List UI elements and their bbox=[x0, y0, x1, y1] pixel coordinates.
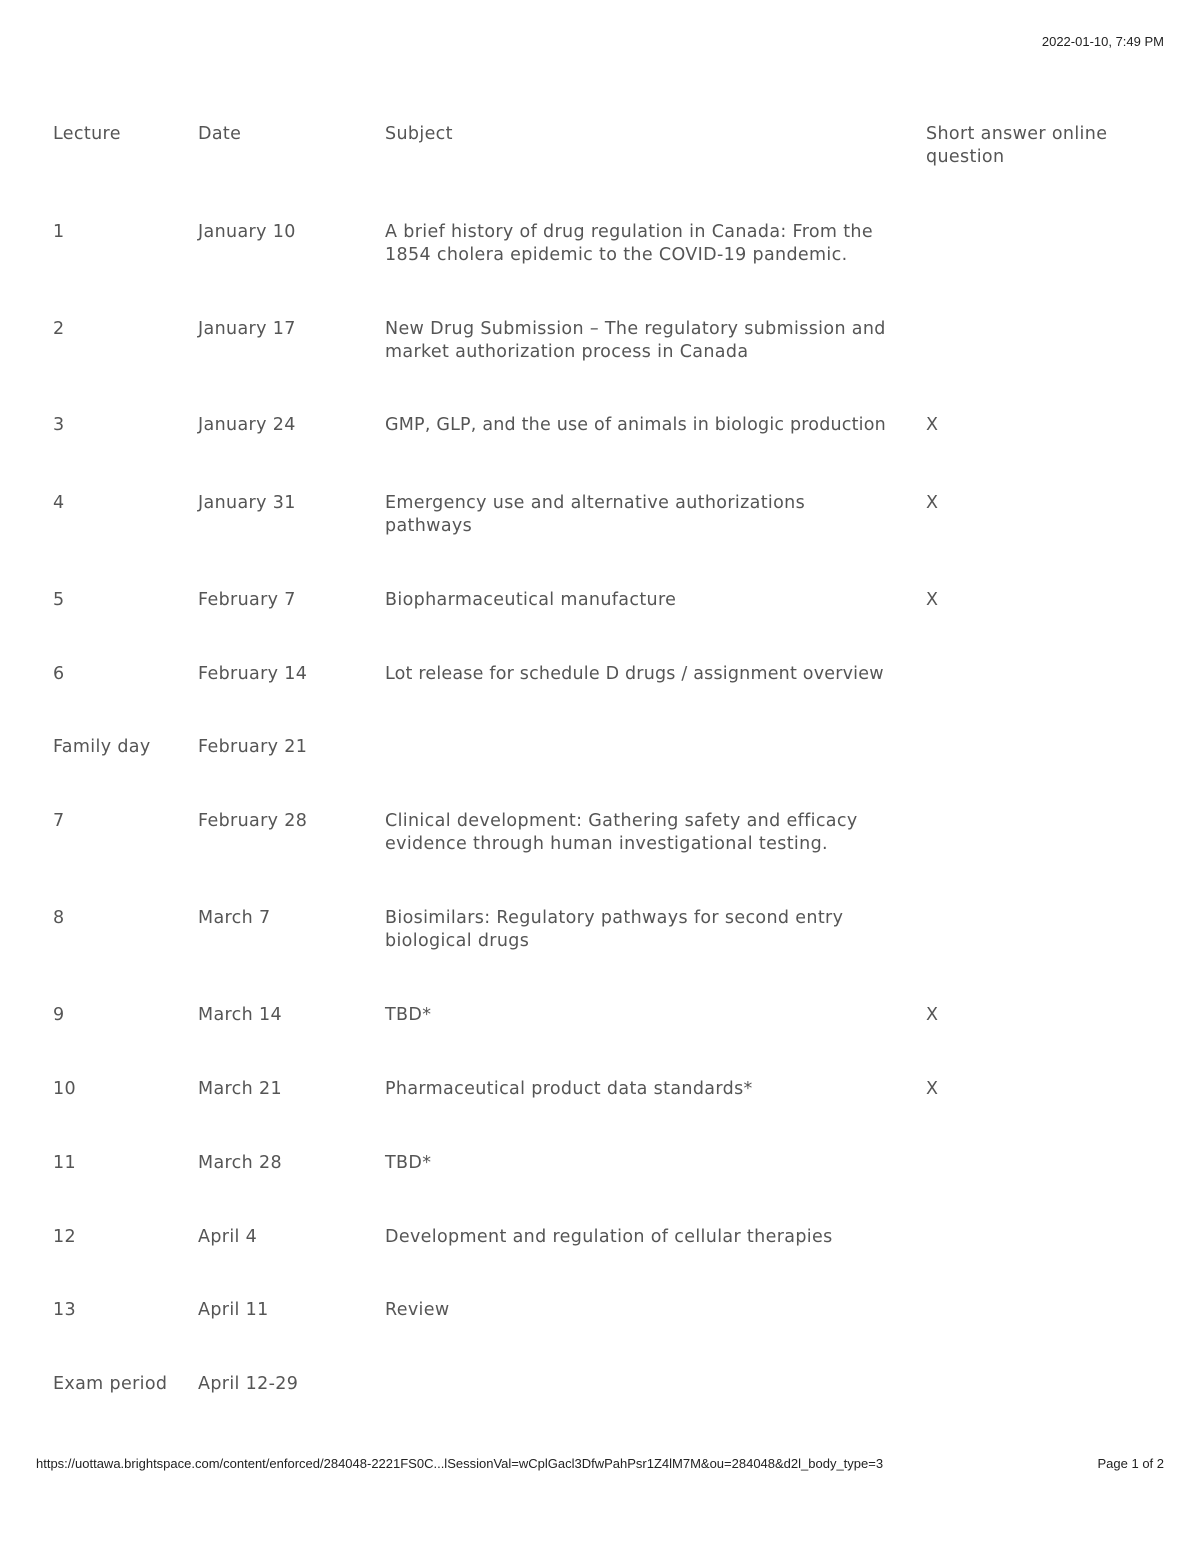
footer-url: https://uottawa.brightspace.com/content/enforced/284048-2221FS0C...lSessionVal=wCplGacl3DfwPahPsr1Z4lM7M&ou=284048&d2l_body_type=3 bbox=[36, 1456, 884, 1471]
date-cell: February 7 bbox=[198, 590, 296, 610]
table-row bbox=[53, 1004, 1163, 1078]
lecture-cell: 9 bbox=[53, 1005, 65, 1025]
table-row bbox=[53, 1299, 1163, 1373]
subject-cell: Lot release for schedule D drugs / assignment overview bbox=[385, 664, 884, 684]
lecture-cell: Family day bbox=[53, 737, 151, 757]
subject-cell: TBD* bbox=[385, 1153, 432, 1173]
date-cell: April 11 bbox=[198, 1300, 269, 1320]
date-cell: January 17 bbox=[198, 319, 296, 339]
date-cell: January 24 bbox=[198, 415, 296, 435]
table-header-row bbox=[53, 123, 1163, 221]
date-cell: February 14 bbox=[198, 664, 308, 684]
date-cell: March 28 bbox=[198, 1153, 282, 1173]
subject-cell: Review bbox=[385, 1300, 450, 1320]
header-short-answer: Short answer online question bbox=[926, 124, 1108, 167]
subject-cell: TBD* bbox=[385, 1005, 432, 1025]
lecture-cell: 1 bbox=[53, 222, 65, 242]
subject-cell: Development and regulation of cellular therapies bbox=[385, 1227, 833, 1247]
schedule-table bbox=[53, 123, 1163, 1447]
lecture-cell: 11 bbox=[53, 1153, 76, 1173]
short-answer-cell: X bbox=[926, 415, 939, 435]
table-row bbox=[53, 589, 1163, 663]
short-answer-cell: X bbox=[926, 1079, 939, 1099]
date-cell: February 28 bbox=[198, 811, 308, 831]
lecture-cell: 10 bbox=[53, 1079, 76, 1099]
lecture-cell: 7 bbox=[53, 811, 65, 831]
date-cell: January 10 bbox=[198, 222, 296, 242]
short-answer-cell: X bbox=[926, 1005, 939, 1025]
lecture-cell: 3 bbox=[53, 415, 65, 435]
header-lecture: Lecture bbox=[53, 124, 121, 144]
date-cell: March 21 bbox=[198, 1079, 282, 1099]
date-cell: February 21 bbox=[198, 737, 308, 757]
lecture-cell: 13 bbox=[53, 1300, 76, 1320]
subject-cell: Biosimilars: Regulatory pathways for second entry biological drugs bbox=[385, 908, 844, 951]
table-row bbox=[53, 1373, 1163, 1447]
print-timestamp: 2022-01-10, 7:49 PM bbox=[1041, 34, 1164, 49]
table-row bbox=[53, 414, 1163, 492]
table-row bbox=[53, 221, 1163, 318]
date-cell: January 31 bbox=[198, 493, 296, 513]
subject-cell: Pharmaceutical product data standards* bbox=[385, 1079, 753, 1099]
subject-cell: Emergency use and alternative authorizations pathways bbox=[385, 493, 806, 536]
lecture-cell: 2 bbox=[53, 319, 65, 339]
header-date: Date bbox=[198, 124, 242, 144]
subject-cell: GMP, GLP, and the use of animals in biologic production bbox=[385, 415, 886, 435]
short-answer-cell: X bbox=[926, 493, 939, 513]
lecture-cell: 12 bbox=[53, 1227, 76, 1247]
table-row bbox=[53, 907, 1163, 1004]
page-number: Page 1 of 2 bbox=[1097, 1456, 1164, 1471]
table-row bbox=[53, 810, 1163, 907]
lecture-cell: 8 bbox=[53, 908, 65, 928]
lecture-cell: 5 bbox=[53, 590, 65, 610]
date-cell: March 7 bbox=[198, 908, 271, 928]
lecture-cell: 4 bbox=[53, 493, 65, 513]
header-subject: Subject bbox=[385, 124, 453, 144]
subject-cell: Clinical development: Gathering safety and efficacy evidence through human investigational testing. bbox=[385, 811, 858, 854]
table-row bbox=[53, 1226, 1163, 1299]
date-cell: March 14 bbox=[198, 1005, 282, 1025]
subject-cell: A brief history of drug regulation in Canada: From the 1854 cholera epidemic to the COVID-19 pandemic. bbox=[385, 222, 873, 265]
table-row bbox=[53, 492, 1163, 589]
subject-cell: Biopharmaceutical manufacture bbox=[385, 590, 677, 610]
lecture-cell: 6 bbox=[53, 664, 65, 684]
subject-cell: New Drug Submission – The regulatory submission and market authorization process in Canada bbox=[385, 319, 886, 362]
table-row bbox=[53, 663, 1163, 736]
date-cell: April 4 bbox=[198, 1227, 258, 1247]
lecture-cell: Exam period bbox=[53, 1374, 168, 1394]
table-row bbox=[53, 1078, 1163, 1152]
date-cell: April 12-29 bbox=[198, 1374, 299, 1394]
table-row bbox=[53, 736, 1163, 810]
table-row bbox=[53, 1152, 1163, 1226]
short-answer-cell: X bbox=[926, 590, 939, 610]
table-row bbox=[53, 318, 1163, 414]
